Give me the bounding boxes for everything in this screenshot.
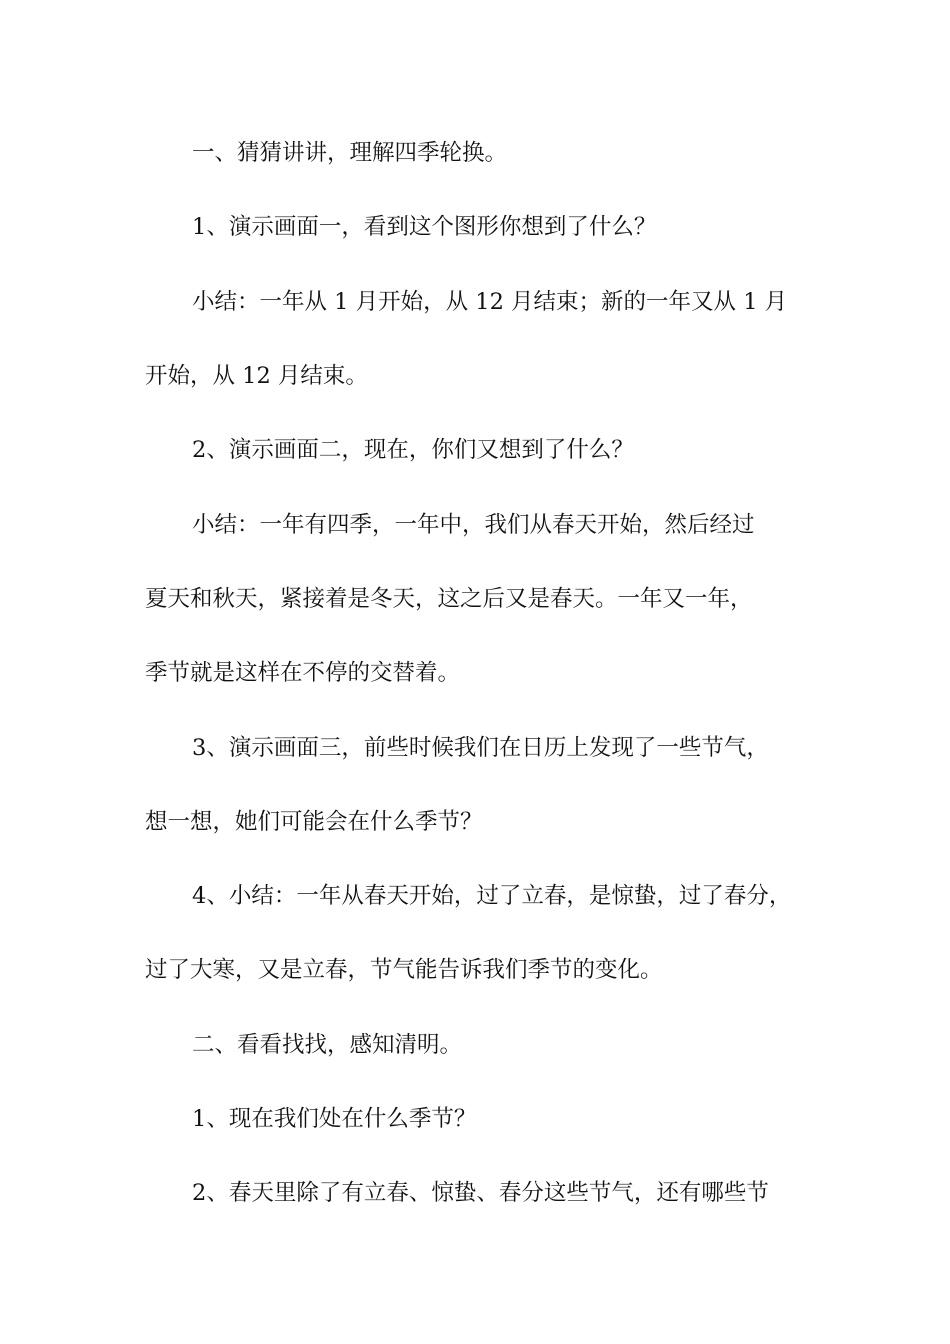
section-heading-1: 一、猜猜讲讲，理解四季轮换。 (192, 140, 508, 166)
paragraph-summary-1-line-2: 开始，从 12 月结束。 (145, 363, 368, 389)
paragraph-summary-2-line-2: 夏天和秋天，紧接着是冬天，这之后又是春天。一年又一年， (145, 586, 753, 612)
paragraph-item-4-line-1: 4、小结：一年从春天开始，过了立春，是惊蛰，过了春分， (192, 883, 792, 909)
paragraph-item-6: 2、春天里除了有立春、惊蛰、春分这些节气，还有哪些节 (192, 1180, 769, 1206)
paragraph-summary-2-line-1: 小结：一年有四季，一年中，我们从春天开始，然后经过 (192, 512, 755, 538)
paragraph-item-3-line-2: 想一想，她们可能会在什么季节？ (145, 809, 483, 835)
paragraph-item-1: 1、演示画面一，看到这个图形你想到了什么？ (192, 214, 657, 240)
paragraph-item-5: 1、现在我们处在什么季节？ (192, 1106, 477, 1132)
paragraph-item-4-line-2: 过了大寒，又是立春，节气能告诉我们季节的变化。 (145, 957, 663, 983)
paragraph-summary-1-line-1: 小结：一年从 1 月开始，从 12 月结束；新的一年又从 1 月 (192, 289, 788, 315)
paragraph-item-3-line-1: 3、演示画面三，前些时候我们在日历上发现了一些节气， (192, 735, 769, 761)
paragraph-item-2: 2、演示画面二，现在，你们又想到了什么？ (192, 437, 634, 463)
paragraph-summary-2-line-3: 季节就是这样在不停的交替着。 (145, 660, 461, 686)
section-heading-2: 二、看看找找，感知清明。 (192, 1032, 463, 1058)
